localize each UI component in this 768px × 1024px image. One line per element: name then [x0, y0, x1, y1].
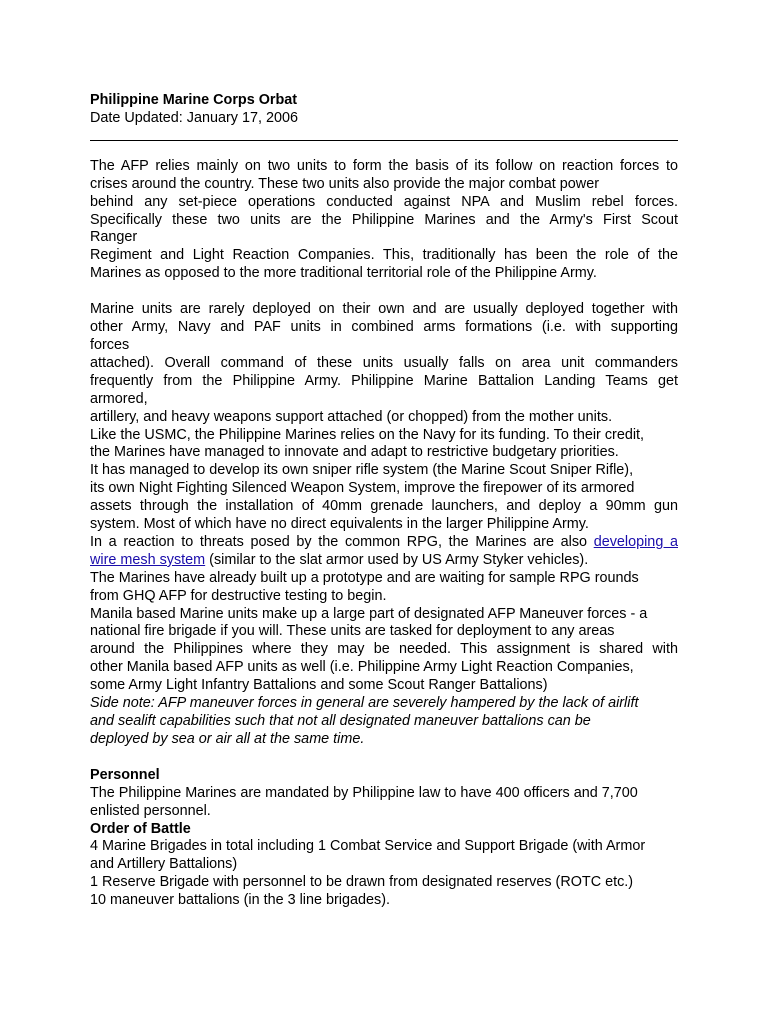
document-title: Philippine Marine Corps Orbat [90, 92, 298, 108]
text-line-rpg [90, 534, 678, 552]
side-note-line: Side note: AFP maneuver forces in general are severely hampered by the lack of airlift [90, 695, 639, 712]
text-line: other Manila based AFP units as well (i.e. Philippine Army Light Reaction Companies, [90, 659, 634, 676]
text-line: and Artillery Battalions) [90, 856, 238, 873]
text-line: The AFP relies mainly on two units to form the basis of its follow on reaction forces to [90, 157, 678, 174]
horizontal-divider [90, 140, 678, 141]
text-line: Regiment and Light Reaction Companies. This, traditionally has been the role of the [90, 247, 678, 264]
text-line-rpg-continued [90, 552, 678, 570]
section-personnel [90, 767, 678, 821]
paragraph-gap [90, 283, 678, 301]
text-line: artillery, and heavy weapons support attached (or chopped) from the mother units. [90, 408, 613, 425]
text-line: enlisted personnel. [90, 802, 211, 819]
text-line: Specifically these two units are the Philippine Marines and the Army's First Scout [90, 211, 678, 228]
text-line: some Army Light Infantry Battalions and some Scout Ranger Battalions) [90, 677, 548, 694]
text-line: 1 Reserve Brigade with personnel to be drawn from designated reserves (ROTC etc.) [90, 874, 634, 891]
text-line: the Marines have managed to innovate and adapt to restrictive budgetary priorities. [90, 444, 619, 461]
text-line: Marine units are rarely deployed on their own and are usually deployed together with [90, 301, 678, 318]
text-line: national fire brigade if you will. These units are tasked for deployment to any areas [90, 623, 615, 640]
text-line: 4 Marine Brigades in total including 1 Combat Service and Support Brigade (with Armor [90, 838, 646, 855]
rpg-text: In a reaction to threats posed by the common RPG, the Marines are also [90, 533, 594, 550]
text-line: The Philippine Marines are mandated by Philippine law to have 400 officers and 7,700 [90, 784, 638, 801]
text-line: other Army, Navy and PAF units in combined arms formations (i.e. with supporting [90, 319, 678, 336]
text-line: crises around the country. These two units also provide the major combat power [90, 175, 599, 192]
document-page [90, 92, 678, 910]
text-line: attached). Overall command of these units usually falls on area unit commanders [90, 354, 678, 371]
text-line: Like the USMC, the Philippine Marines relies on the Navy for its funding. To their credit, [90, 426, 645, 443]
wire-mesh-link-part1[interactable]: developing a [593, 533, 678, 550]
side-note-line: deployed by sea or air all at the same time. [90, 730, 365, 747]
text-line: It has managed to develop its own sniper rifle system (the Marine Scout Sniper Rifle), [90, 462, 634, 479]
text-line: around the Philippines where they may be needed. This assignment is shared with [90, 641, 678, 658]
date-updated: Date Updated: January 17, 2006 [90, 109, 299, 126]
text-line: 10 maneuver battalions (in the 3 line brigades). [90, 892, 390, 909]
text-line: Ranger [90, 229, 138, 246]
order-of-battle-heading: Order of Battle [90, 820, 191, 837]
text-line: forces [90, 336, 130, 353]
personnel-heading: Personnel [90, 766, 160, 783]
text-line: armored, [90, 390, 148, 407]
wire-mesh-link-part2[interactable]: wire mesh system [90, 551, 206, 568]
text-line: its own Night Fighting Silenced Weapon System, improve the firepower of its armored [90, 480, 635, 497]
text-line: behind any set-piece operations conducted against NPA and Muslim rebel forces. [90, 193, 678, 210]
paragraph-gap [90, 749, 678, 767]
text-line: assets through the installation of 40mm grenade launchers, and deploy a 90mm gun [90, 498, 678, 515]
text-line: Manila based Marine units make up a large part of designated AFP Maneuver forces - a [90, 605, 648, 622]
text-line: system. Most of which have no direct equivalents in the larger Philippine Army. [90, 516, 589, 533]
text-line: frequently from the Philippine Army. Philippine Marine Battalion Landing Teams get [90, 372, 678, 389]
text-line: from GHQ AFP for destructive testing to begin. [90, 587, 387, 604]
text-line: Marines as opposed to the more traditional territorial role of the Philippine Army. [90, 265, 597, 282]
paragraph-marine-deployment [90, 301, 678, 749]
side-note-line: and sealift capabilities such that not all designated maneuver battalions can be [90, 713, 591, 729]
rpg-text-continued: (similar to the slat armor used by US Army Styker vehicles). [205, 551, 589, 568]
text-line: The Marines have already built up a prototype and are waiting for sample RPG rounds [90, 569, 639, 586]
section-order-of-battle [90, 821, 678, 911]
paragraph-afp-reaction-forces [90, 158, 678, 283]
